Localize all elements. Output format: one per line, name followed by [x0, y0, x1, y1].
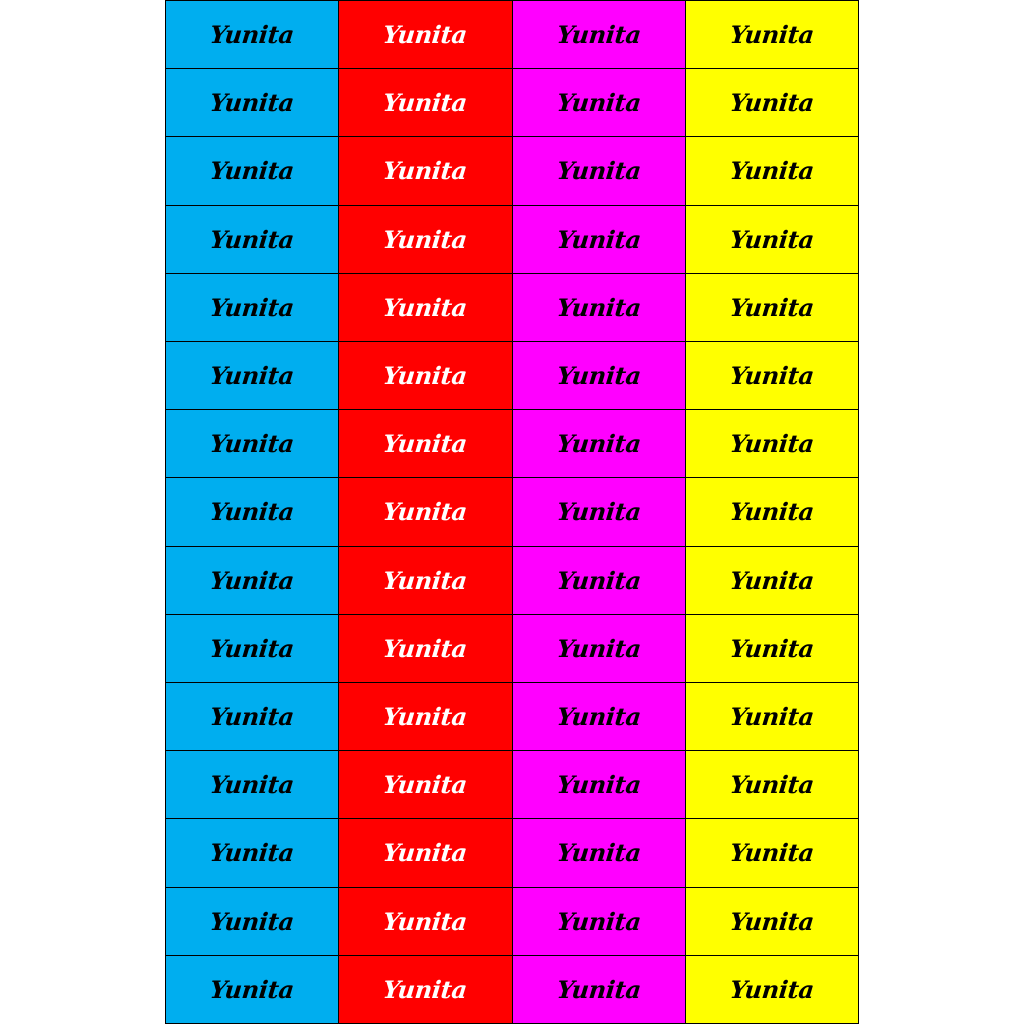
name-label-magenta: [513, 274, 685, 341]
name-label-text: Yunita: [728, 292, 816, 322]
name-label-blue: [166, 274, 338, 341]
name-label-yellow: [686, 69, 858, 136]
name-label-red: [339, 751, 511, 818]
name-label-text: Yunita: [728, 224, 816, 254]
name-label-text: Yunita: [381, 702, 469, 732]
name-label-red: [339, 69, 511, 136]
name-label-text: Yunita: [381, 224, 469, 254]
name-label-text: Yunita: [555, 429, 643, 459]
name-label-red: [339, 956, 511, 1023]
name-label-text: Yunita: [728, 20, 816, 50]
name-label-blue: [166, 683, 338, 750]
name-label-text: Yunita: [381, 838, 469, 868]
name-label-text: Yunita: [381, 770, 469, 800]
name-label-text: Yunita: [728, 497, 816, 527]
name-label-yellow: [686, 410, 858, 477]
name-label-blue: [166, 956, 338, 1023]
name-label-magenta: [513, 956, 685, 1023]
name-label-text: Yunita: [208, 156, 296, 186]
name-label-magenta: [513, 478, 685, 545]
name-label-magenta: [513, 69, 685, 136]
name-label-red: [339, 137, 511, 204]
name-label-text: Yunita: [208, 292, 296, 322]
name-label-text: Yunita: [208, 88, 296, 118]
name-label-magenta: [513, 410, 685, 477]
name-label-blue: [166, 751, 338, 818]
name-label-sheet: [165, 0, 859, 1024]
name-label-text: Yunita: [728, 88, 816, 118]
name-label-text: Yunita: [555, 633, 643, 663]
name-label-blue: [166, 547, 338, 614]
name-label-yellow: [686, 137, 858, 204]
name-label-yellow: [686, 615, 858, 682]
name-label-blue: [166, 342, 338, 409]
name-label-text: Yunita: [728, 702, 816, 732]
name-label-yellow: [686, 1, 858, 68]
name-label-text: Yunita: [728, 361, 816, 391]
name-label-text: Yunita: [555, 497, 643, 527]
name-label-text: Yunita: [381, 497, 469, 527]
name-label-blue: [166, 478, 338, 545]
name-label-text: Yunita: [208, 633, 296, 663]
name-label-text: Yunita: [208, 770, 296, 800]
name-label-yellow: [686, 547, 858, 614]
name-label-text: Yunita: [208, 20, 296, 50]
name-label-text: Yunita: [381, 88, 469, 118]
name-label-magenta: [513, 888, 685, 955]
name-label-magenta: [513, 137, 685, 204]
name-label-text: Yunita: [208, 429, 296, 459]
name-label-text: Yunita: [208, 974, 296, 1004]
name-label-text: Yunita: [555, 702, 643, 732]
name-label-blue: [166, 206, 338, 273]
name-label-red: [339, 819, 511, 886]
name-label-blue: [166, 888, 338, 955]
name-label-text: Yunita: [728, 565, 816, 595]
name-label-red: [339, 478, 511, 545]
name-label-text: Yunita: [555, 156, 643, 186]
name-label-text: Yunita: [381, 292, 469, 322]
name-label-yellow: [686, 888, 858, 955]
name-label-text: Yunita: [555, 770, 643, 800]
name-label-text: Yunita: [208, 224, 296, 254]
name-label-yellow: [686, 274, 858, 341]
name-label-red: [339, 615, 511, 682]
name-label-magenta: [513, 206, 685, 273]
name-label-text: Yunita: [555, 906, 643, 936]
name-label-yellow: [686, 683, 858, 750]
name-label-yellow: [686, 956, 858, 1023]
name-label-magenta: [513, 683, 685, 750]
name-label-magenta: [513, 547, 685, 614]
name-label-magenta: [513, 342, 685, 409]
name-label-text: Yunita: [381, 633, 469, 663]
name-label-magenta: [513, 615, 685, 682]
name-label-blue: [166, 819, 338, 886]
name-label-text: Yunita: [555, 838, 643, 868]
name-label-blue: [166, 615, 338, 682]
name-label-text: Yunita: [555, 224, 643, 254]
name-label-text: Yunita: [208, 702, 296, 732]
name-label-text: Yunita: [381, 20, 469, 50]
name-label-text: Yunita: [555, 292, 643, 322]
name-label-text: Yunita: [728, 429, 816, 459]
name-label-yellow: [686, 819, 858, 886]
name-label-text: Yunita: [208, 497, 296, 527]
name-label-text: Yunita: [208, 565, 296, 595]
name-label-text: Yunita: [555, 361, 643, 391]
name-label-yellow: [686, 478, 858, 545]
name-label-text: Yunita: [728, 770, 816, 800]
name-label-blue: [166, 1, 338, 68]
name-label-magenta: [513, 751, 685, 818]
name-label-text: Yunita: [728, 156, 816, 186]
name-label-text: Yunita: [555, 88, 643, 118]
name-label-text: Yunita: [555, 20, 643, 50]
name-label-red: [339, 683, 511, 750]
name-label-magenta: [513, 1, 685, 68]
name-label-text: Yunita: [728, 633, 816, 663]
name-label-text: Yunita: [728, 906, 816, 936]
name-label-red: [339, 274, 511, 341]
name-label-text: Yunita: [381, 429, 469, 459]
name-label-text: Yunita: [208, 838, 296, 868]
name-label-blue: [166, 69, 338, 136]
name-label-red: [339, 206, 511, 273]
name-label-yellow: [686, 751, 858, 818]
name-label-blue: [166, 410, 338, 477]
name-label-text: Yunita: [208, 361, 296, 391]
name-label-red: [339, 342, 511, 409]
name-label-blue: [166, 137, 338, 204]
name-label-text: Yunita: [381, 156, 469, 186]
name-label-text: Yunita: [555, 974, 643, 1004]
name-label-text: Yunita: [381, 906, 469, 936]
name-label-text: Yunita: [208, 906, 296, 936]
name-label-red: [339, 547, 511, 614]
name-label-text: Yunita: [381, 565, 469, 595]
name-label-text: Yunita: [381, 974, 469, 1004]
name-label-red: [339, 410, 511, 477]
name-label-yellow: [686, 206, 858, 273]
name-label-text: Yunita: [381, 361, 469, 391]
name-label-text: Yunita: [728, 838, 816, 868]
name-label-red: [339, 1, 511, 68]
name-label-yellow: [686, 342, 858, 409]
name-label-magenta: [513, 819, 685, 886]
name-label-red: [339, 888, 511, 955]
name-label-text: Yunita: [728, 974, 816, 1004]
name-label-text: Yunita: [555, 565, 643, 595]
